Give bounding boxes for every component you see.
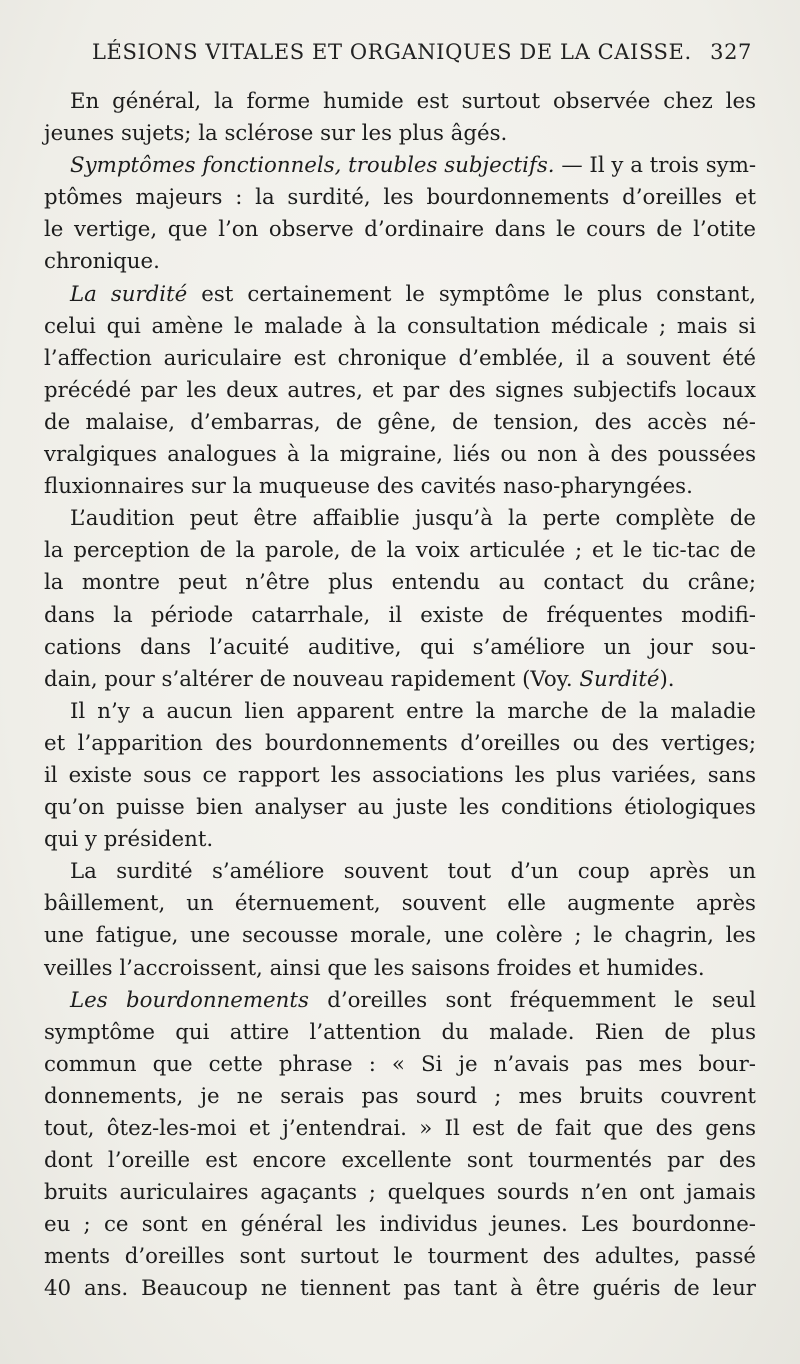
text-segment: l’affection auriculaire est chronique d’emblée, il a souvent été [44, 345, 756, 371]
text-line [44, 311, 756, 343]
text-line [44, 792, 756, 824]
text-segment: donnements, je ne serais pas sourd ; mes bruits couvrent [44, 1083, 756, 1109]
text-line [44, 1081, 756, 1113]
text-line [44, 503, 756, 535]
text-line [44, 118, 756, 150]
text-segment: bruits auriculaires agaçants ; quelques sourds n’en ont jamais [44, 1180, 756, 1206]
text-line [44, 824, 756, 856]
text-segment: — Il y a trois sym- [554, 153, 757, 179]
text-line [44, 985, 756, 1017]
text-segment: En général, la forme humide est surtout observée chez les [70, 89, 756, 114]
text-line [44, 728, 756, 760]
text-line [44, 86, 756, 118]
text-segment: Il n’y a aucun lien apparent entre la marche de la maladie [70, 698, 756, 724]
text-segment: tout, ôtez-les-moi et j’entendrai. » Il est de fait que des gens [44, 1116, 756, 1141]
page-number: 327 [710, 40, 752, 64]
text-line [44, 1273, 756, 1305]
text-segment: ments d’oreilles sont surtout le tourment des adultes, passé [44, 1244, 756, 1270]
text-line [44, 1145, 756, 1177]
text-segment: eu ; ce sont en général les individus jeunes. Les bourdonne- [44, 1212, 756, 1238]
text-segment: cations dans l’acuité auditive, qui s’améliore un jour sou- [44, 634, 756, 660]
text-line [44, 439, 756, 471]
text-line [44, 535, 756, 567]
text-line [44, 600, 756, 632]
text-segment: 40 ans. Beaucoup ne tiennent pas tant à être guéris de leur [44, 1276, 756, 1302]
text-segment: est certainement le symptôme le plus constant, [187, 281, 756, 307]
text-line [44, 888, 756, 920]
text-line [44, 856, 756, 888]
text-segment: dans la période catarrhale, il existe de fréquentes modifi- [44, 602, 756, 628]
italic-text: Symptômes fonctionnels, troubles subjectifs. [70, 153, 555, 179]
text-segment: de malaise, d’embarras, de gêne, de tension, des accès né- [44, 409, 756, 435]
text-segment: d’oreilles sont fréquemment le seul [308, 987, 756, 1013]
text-segment: symptôme qui attire l’attention du malade. Rien de plus [44, 1019, 756, 1045]
italic-text: Surdité [579, 666, 660, 692]
text-segment: il existe sous ce rapport les associations les plus variées, sans [44, 762, 756, 788]
text-line [44, 182, 756, 214]
text-line [44, 471, 756, 503]
text-segment: commun que cette phrase : « Si je n’avais pas mes bour- [44, 1051, 756, 1077]
text-segment: veilles l’accroissent, ainsi que les saisons froides et humides. [44, 955, 705, 981]
text-line [44, 1209, 756, 1241]
text-line [44, 1177, 756, 1209]
text-line [44, 375, 756, 407]
running-header [92, 40, 752, 64]
text-segment: la montre peut n’être plus entendu au contact du crâne; [44, 570, 756, 596]
text-segment: le vertige, que l’on observe d’ordinaire dans le cours de l’otite [44, 217, 756, 243]
italic-text: Les bourdonnements [70, 987, 309, 1013]
text-line [44, 1049, 756, 1081]
text-line [44, 1113, 756, 1145]
text-line [44, 953, 756, 985]
text-segment: qu’on puisse bien analyser au juste les conditions étiologiques [44, 795, 756, 821]
text-line [44, 632, 756, 664]
text-segment: ). [659, 666, 675, 692]
text-segment: fluxionnaires sur la muqueuse des cavités naso-pharyngées. [44, 474, 693, 500]
text-line [44, 150, 756, 182]
text-line [44, 920, 756, 952]
text-segment: dont l’oreille est encore excellente sont tourmentés par des [44, 1148, 756, 1174]
text-line [44, 1017, 756, 1049]
text-line [44, 664, 756, 696]
text-segment: la perception de la parole, de la voix articulée ; et le tic-tac de [44, 538, 756, 564]
text-line [44, 567, 756, 599]
text-line [44, 214, 756, 246]
text-segment: une fatigue, une secousse morale, une colère ; le chagrin, les [44, 923, 756, 949]
italic-text: La surdité [70, 281, 188, 307]
text-segment: chronique. [44, 249, 160, 275]
running-title: LÉSIONS VITALES ET ORGANIQUES DE LA CAISSE. [92, 40, 692, 64]
text-line [44, 279, 756, 311]
text-segment: La surdité s’améliore souvent tout d’un coup après un [70, 859, 756, 885]
text-segment: dain, pour s’altérer de nouveau rapidement (Voy. [44, 666, 580, 692]
body-text [44, 86, 756, 1306]
text-segment: et l’apparition des bourdonnements d’oreilles ou des vertiges; [44, 730, 756, 756]
text-line [44, 1241, 756, 1273]
text-segment: ptômes majeurs : la surdité, les bourdonnements d’oreilles et [44, 185, 756, 211]
text-segment: vralgiques analogues à la migraine, liés ou non à des poussées [44, 442, 756, 468]
text-line [44, 246, 756, 278]
text-segment: bâillement, un éternuement, souvent elle augmente après [44, 891, 756, 917]
text-line [44, 407, 756, 439]
text-segment: jeunes sujets; la sclérose sur les plus âgés. [44, 121, 508, 147]
text-line [44, 760, 756, 792]
text-segment: précédé par les deux autres, et par des signes subjectifs locaux [44, 377, 756, 403]
text-segment: L’audition peut être affaiblie jusqu’à la perte complète de [70, 506, 756, 532]
text-line [44, 343, 756, 375]
text-line [44, 696, 756, 728]
text-segment: qui y président. [44, 827, 214, 853]
text-segment: celui qui amène le malade à la consultation médicale ; mais si [44, 313, 756, 339]
